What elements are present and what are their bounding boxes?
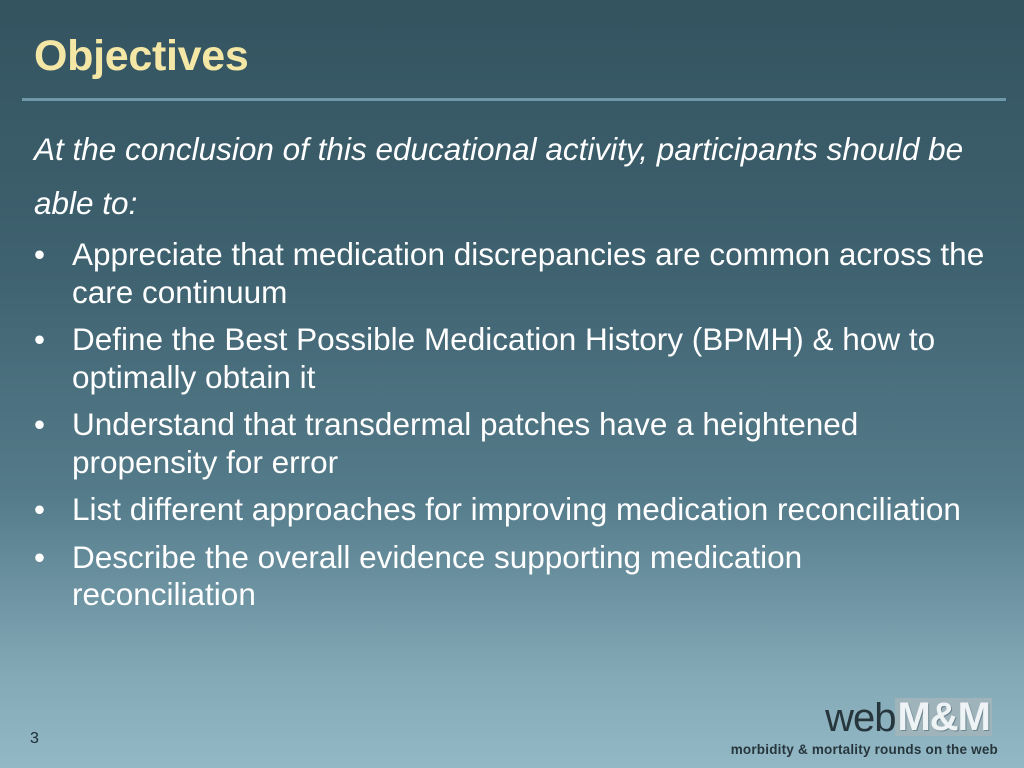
- list-item: [34, 236, 994, 311]
- title-divider: [22, 98, 1006, 101]
- bullet-text: Appreciate that medication discrepancies are common across the care continuum: [72, 236, 985, 310]
- objectives-list: [34, 236, 994, 624]
- page-number: 3: [30, 730, 39, 747]
- bullet-icon: •: [34, 321, 46, 357]
- list-item: [34, 321, 994, 396]
- bullet-icon: •: [34, 491, 46, 527]
- bullet-icon: •: [34, 236, 46, 272]
- bullet-icon: •: [34, 406, 46, 442]
- intro-text: At the conclusion of this educational activity, participants should be able to:: [34, 131, 964, 221]
- list-item: [34, 539, 994, 614]
- slide-title: Objectives: [34, 32, 249, 80]
- logo-wordmark: [825, 695, 992, 740]
- webmm-logo: [652, 695, 1012, 760]
- bullet-text: Understand that transdermal patches have a heightened propensity for error: [72, 406, 859, 480]
- list-item: [34, 491, 994, 529]
- bullet-icon: •: [34, 538, 46, 575]
- bullet-text: Describe the overall evidence supporting medication reconciliation: [72, 538, 803, 612]
- logo-mark: M&M: [897, 695, 990, 739]
- list-item: [34, 406, 994, 481]
- logo-tagline: morbidity & mortality rounds on the web: [730, 742, 998, 757]
- bullet-text: Define the Best Possible Medication History (BPMH) & how to optimally obtain it: [72, 321, 936, 395]
- logo-prefix: web: [825, 696, 896, 740]
- bullet-text: List different approaches for improving medication reconciliation: [72, 491, 961, 527]
